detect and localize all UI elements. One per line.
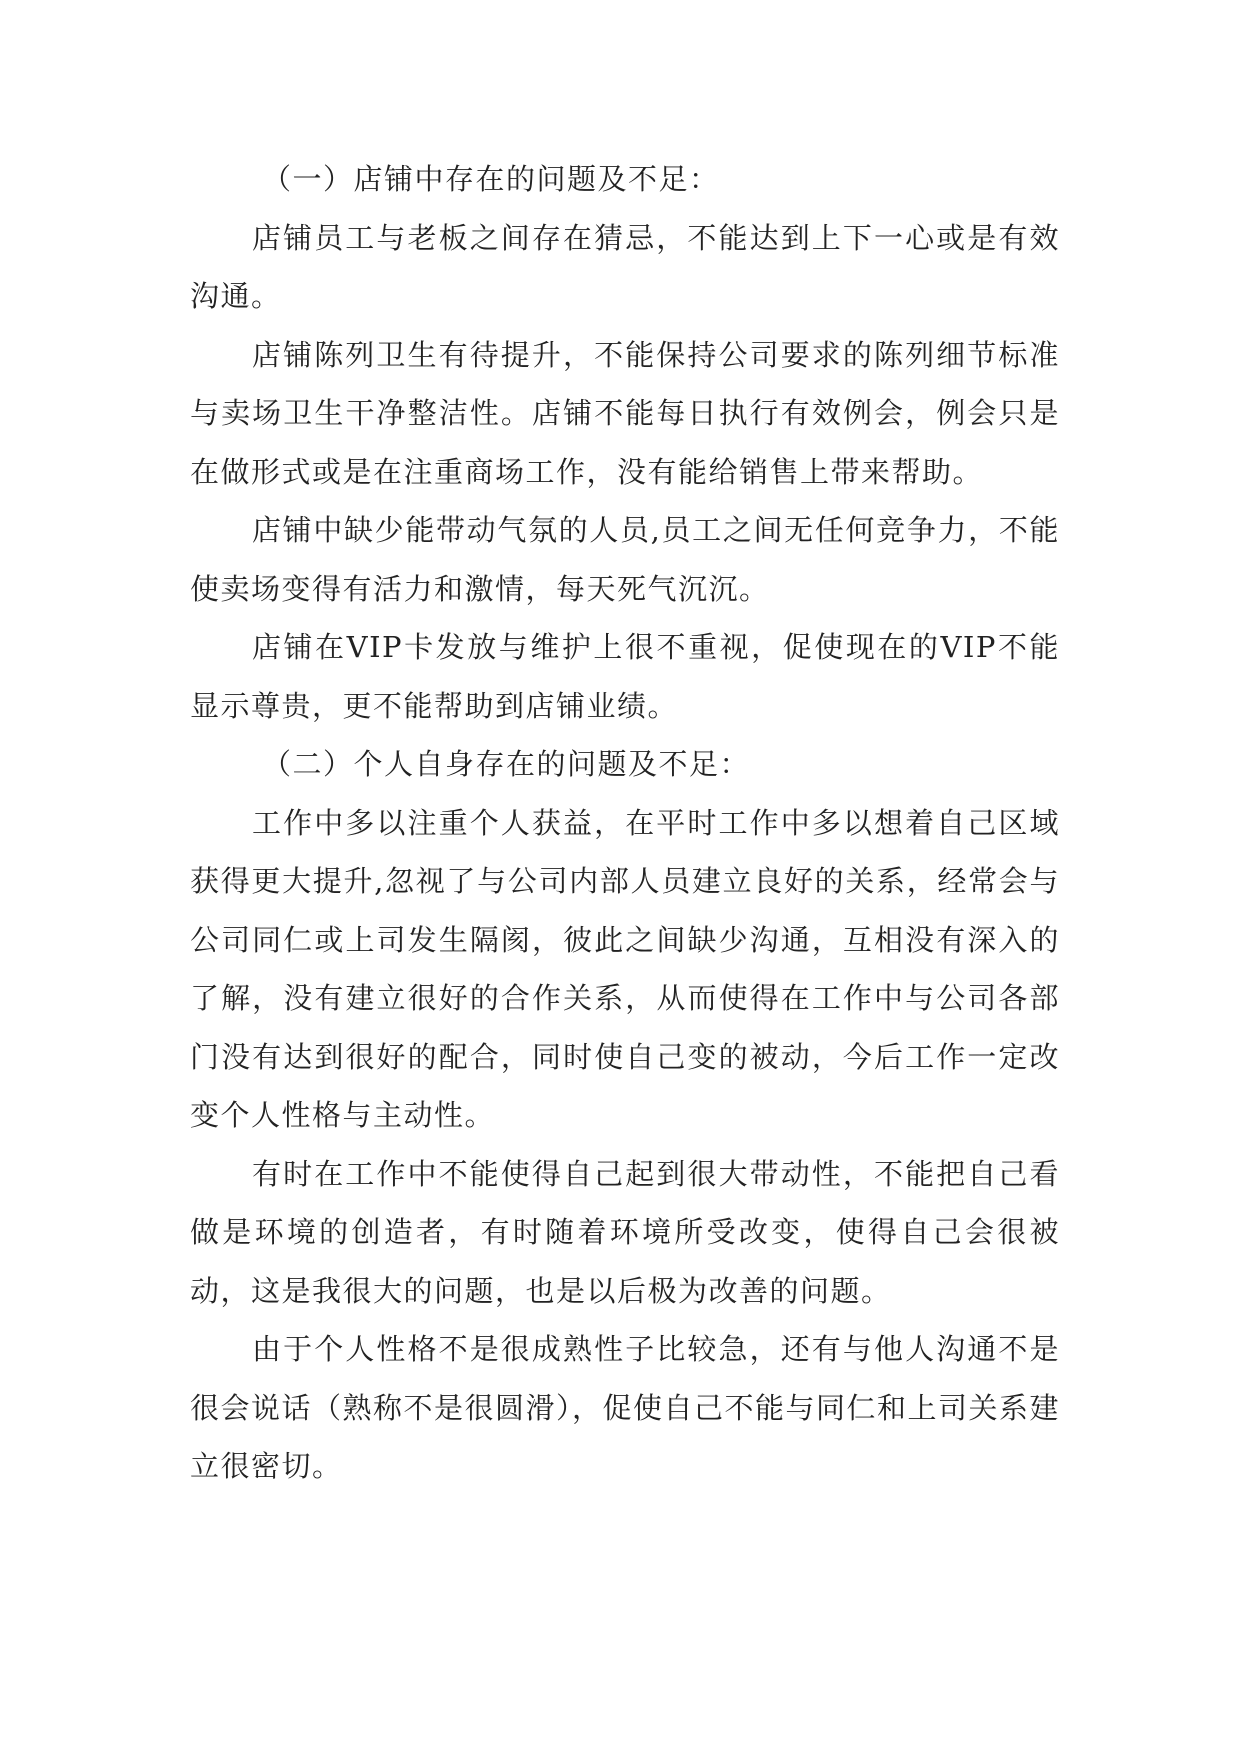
section-heading-1: （一）店铺中存在的问题及不足：	[262, 162, 720, 196]
paragraph: 店铺陈列卫生有待提升，不能保持公司要求的陈列细节标准与卖场卫生干净整洁性。店铺不能每日执行有效例会，例会只是在做形式或是在注重商场工作，没有能给销售上带来帮助。	[190, 337, 1060, 489]
paragraph: 店铺在VIP卡发放与维护上很不重视，促使现在的VIP不能显示尊贵，更不能帮助到店铺业绩。	[190, 630, 1060, 723]
section-heading-2: （二）个人自身存在的问题及不足：	[262, 747, 751, 781]
paragraph: 工作中多以注重个人获益，在平时工作中多以想着自己区域获得更大提升,忽视了与公司内部人员建立良好的关系，经常会与公司同仁或上司发生隔阂，彼此之间缺少沟通，互相没有深入的了解，没有建立很好的合作关系，从而使得在工作中与公司各部门没有达到很好的配合，同时使自己变的被动，今后工作一定改变个人性格与主动性。	[190, 805, 1060, 1132]
document-body	[190, 150, 1060, 1496]
paragraph: 店铺中缺少能带动气氛的人员,员工之间无任何竞争力，不能使卖场变得有活力和激情，每天死气沉沉。	[190, 513, 1060, 606]
paragraph: 由于个人性格不是很成熟性子比较急，还有与他人沟通不是很会说话（熟称不是很圆滑），促使自己不能与同仁和上司关系建立很密切。	[190, 1332, 1061, 1483]
paragraph: 店铺员工与老板之间存在猜忌，不能达到上下一心或是有效沟通。	[190, 220, 1060, 313]
paragraph: 有时在工作中不能使得自己起到很大带动性，不能把自己看做是环境的创造者，有时随着环境所受改变，使得自己会很被动，这是我很大的问题，也是以后极为改善的问题。	[190, 1156, 1060, 1308]
